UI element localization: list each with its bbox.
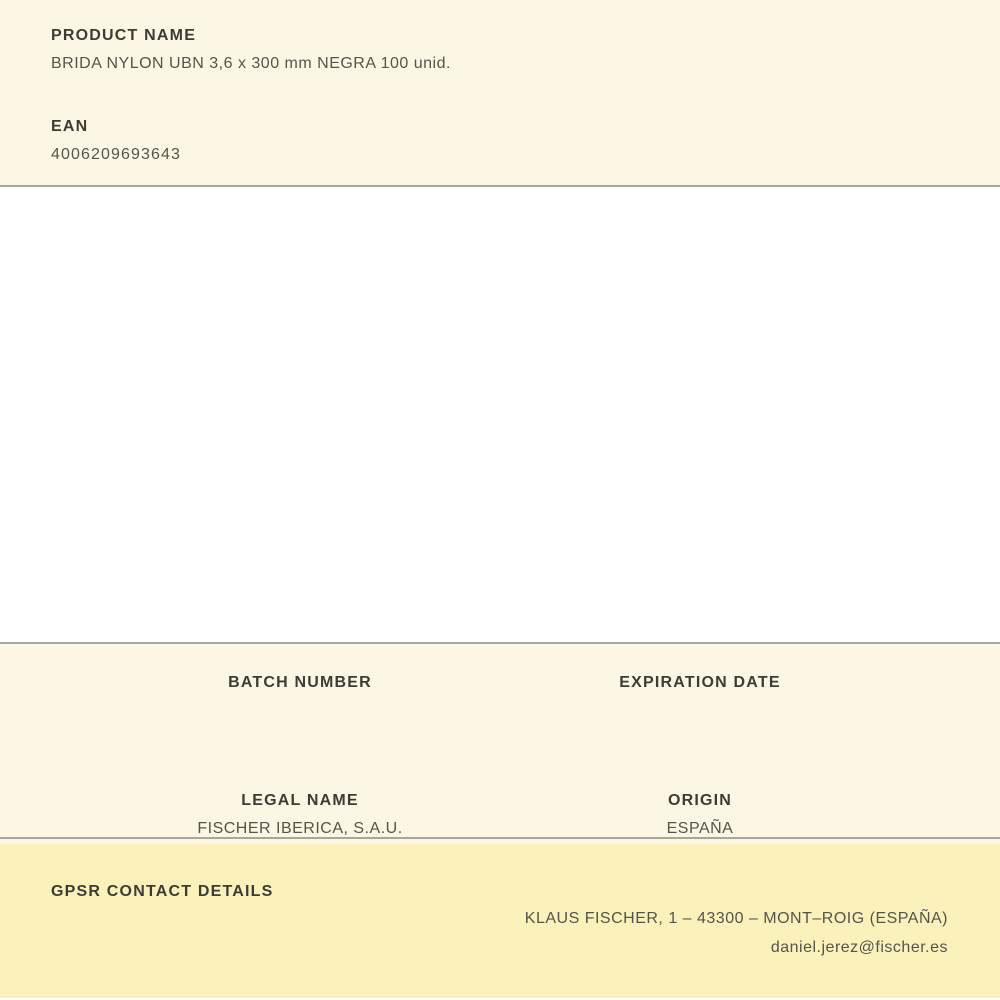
legal-name-value: FISCHER IBERICA, S.A.U. — [197, 820, 403, 837]
product-name-label: PRODUCT NAME — [51, 27, 197, 44]
legal-name-label: LEGAL NAME — [241, 792, 359, 809]
origin-value: ESPAÑA — [666, 820, 734, 837]
expiration-date-value — [500, 701, 900, 720]
batch-details-section — [0, 642, 1000, 839]
origin-label: ORIGIN — [667, 792, 733, 809]
ean-label: EAN — [51, 118, 89, 135]
gpsr-contact-heading: GPSR CONTACT DETAILS — [51, 883, 274, 900]
batch-number-field — [100, 673, 500, 720]
expiration-date-label: EXPIRATION DATE — [619, 674, 781, 691]
details-row-legal-origin — [100, 791, 900, 838]
ean-field — [51, 117, 949, 164]
empty-content-area — [0, 187, 1000, 642]
product-name-field — [51, 26, 949, 73]
product-name-value: BRIDA NYLON UBN 3,6 x 300 mm NEGRA 100 unid. — [51, 55, 451, 72]
legal-name-field — [100, 791, 500, 838]
batch-number-label: BATCH NUMBER — [228, 674, 372, 691]
origin-field — [500, 791, 900, 838]
expiration-date-field — [500, 673, 900, 720]
batch-number-value — [100, 701, 500, 720]
contact-email: daniel.jerez@fischer.es — [770, 939, 948, 956]
ean-value: 4006209693643 — [51, 146, 181, 163]
contact-address: KLAUS FISCHER, 1 – 43300 – MONT–ROIG (ESPAÑA) — [524, 910, 948, 927]
gpsr-contact-section — [0, 844, 1000, 998]
details-row-batch-expiration — [100, 673, 900, 720]
product-info-section — [0, 0, 1000, 187]
